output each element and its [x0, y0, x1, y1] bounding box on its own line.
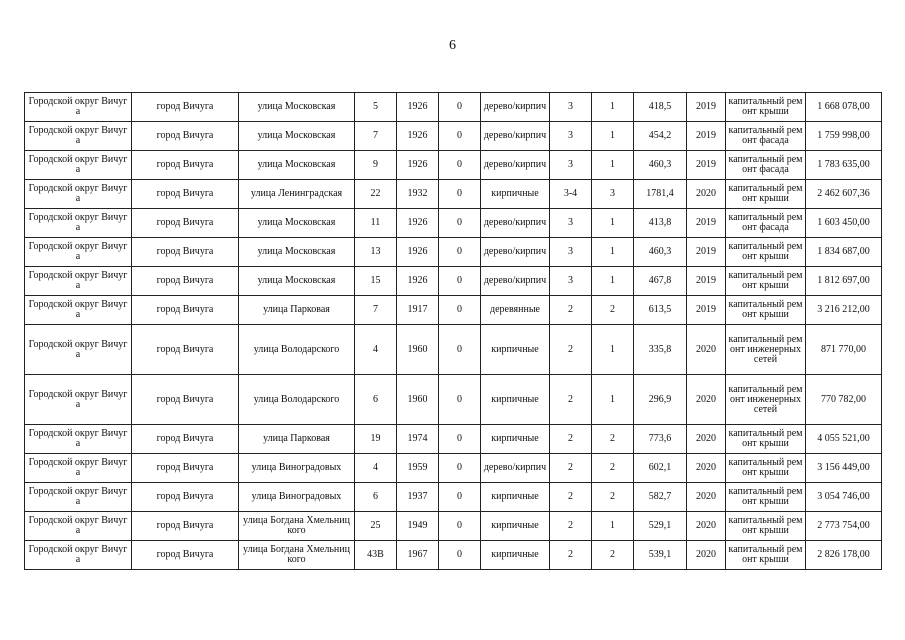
work-type-cell: капитальный ремонт крыши: [726, 454, 806, 483]
settlement-cell: город Вичуга: [132, 325, 239, 375]
floors-cell: 3: [550, 151, 592, 180]
repair-year-cell: 2020: [687, 541, 726, 570]
municipality-cell: Городской округ Вичуга: [25, 122, 132, 151]
zero-cell: 0: [439, 296, 481, 325]
house-number-cell: 4: [355, 325, 397, 375]
year-built-cell: 1926: [397, 238, 439, 267]
wall-material-cell: кирпичные: [481, 425, 550, 454]
municipality-cell: Городской округ Вичуга: [25, 209, 132, 238]
zero-cell: 0: [439, 122, 481, 151]
table-row: [25, 325, 882, 375]
floors-cell: 3: [550, 267, 592, 296]
cost-cell: 3 054 746,00: [806, 483, 882, 512]
house-number-cell: 19: [355, 425, 397, 454]
cost-cell: 770 782,00: [806, 375, 882, 425]
municipality-cell: Городской округ Вичуга: [25, 93, 132, 122]
year-built-cell: 1926: [397, 209, 439, 238]
wall-material-cell: кирпичные: [481, 180, 550, 209]
floors-cell: 2: [550, 454, 592, 483]
area-cell: 467,8: [634, 267, 687, 296]
page-number: 6: [449, 38, 456, 53]
floors-cell: 2: [550, 325, 592, 375]
area-cell: 602,1: [634, 454, 687, 483]
cost-cell: 1 783 635,00: [806, 151, 882, 180]
entrances-cell: 1: [592, 238, 634, 267]
municipality-cell: Городской округ Вичуга: [25, 454, 132, 483]
work-type-cell: капитальный ремонт инженерных сетей: [726, 375, 806, 425]
cost-cell: 1 668 078,00: [806, 93, 882, 122]
wall-material-cell: кирпичные: [481, 325, 550, 375]
zero-cell: 0: [439, 483, 481, 512]
street-cell: улица Парковая: [239, 425, 355, 454]
house-number-cell: 13: [355, 238, 397, 267]
wall-material-cell: дерево/кирпич: [481, 209, 550, 238]
municipality-cell: Городской округ Вичуга: [25, 296, 132, 325]
entrances-cell: 1: [592, 151, 634, 180]
settlement-cell: город Вичуга: [132, 122, 239, 151]
house-number-cell: 11: [355, 209, 397, 238]
table-row: [25, 209, 882, 238]
work-type-cell: капитальный ремонт крыши: [726, 483, 806, 512]
cost-cell: 2 462 607,36: [806, 180, 882, 209]
zero-cell: 0: [439, 238, 481, 267]
year-built-cell: 1967: [397, 541, 439, 570]
repair-year-cell: 2019: [687, 122, 726, 151]
repair-year-cell: 2020: [687, 180, 726, 209]
house-number-cell: 4: [355, 454, 397, 483]
settlement-cell: город Вичуга: [132, 267, 239, 296]
work-type-cell: капитальный ремонт крыши: [726, 425, 806, 454]
zero-cell: 0: [439, 512, 481, 541]
entrances-cell: 1: [592, 267, 634, 296]
floors-cell: 3: [550, 209, 592, 238]
settlement-cell: город Вичуга: [132, 425, 239, 454]
year-built-cell: 1974: [397, 425, 439, 454]
table-row: [25, 180, 882, 209]
street-cell: улица Московская: [239, 151, 355, 180]
cost-cell: 1 834 687,00: [806, 238, 882, 267]
work-type-cell: капитальный ремонт фасада: [726, 122, 806, 151]
repair-year-cell: 2020: [687, 512, 726, 541]
area-cell: 539,1: [634, 541, 687, 570]
floors-cell: 2: [550, 512, 592, 541]
municipality-cell: Городской округ Вичуга: [25, 180, 132, 209]
house-number-cell: 25: [355, 512, 397, 541]
zero-cell: 0: [439, 209, 481, 238]
table-row: [25, 93, 882, 122]
repair-year-cell: 2020: [687, 483, 726, 512]
settlement-cell: город Вичуга: [132, 454, 239, 483]
street-cell: улица Богдана Хмельницкого: [239, 541, 355, 570]
settlement-cell: город Вичуга: [132, 238, 239, 267]
settlement-cell: город Вичуга: [132, 151, 239, 180]
area-cell: 582,7: [634, 483, 687, 512]
settlement-cell: город Вичуга: [132, 296, 239, 325]
area-cell: 454,2: [634, 122, 687, 151]
repair-year-cell: 2019: [687, 151, 726, 180]
repair-year-cell: 2020: [687, 454, 726, 483]
settlement-cell: город Вичуга: [132, 209, 239, 238]
wall-material-cell: дерево/кирпич: [481, 93, 550, 122]
table-row: [25, 151, 882, 180]
street-cell: улица Виноградовых: [239, 454, 355, 483]
cost-cell: 3 216 212,00: [806, 296, 882, 325]
entrances-cell: 2: [592, 454, 634, 483]
wall-material-cell: дерево/кирпич: [481, 267, 550, 296]
street-cell: улица Московская: [239, 122, 355, 151]
zero-cell: 0: [439, 325, 481, 375]
settlement-cell: город Вичуга: [132, 180, 239, 209]
cost-cell: 1 603 450,00: [806, 209, 882, 238]
cost-cell: 3 156 449,00: [806, 454, 882, 483]
street-cell: улица Московская: [239, 93, 355, 122]
house-number-cell: 22: [355, 180, 397, 209]
repair-year-cell: 2019: [687, 93, 726, 122]
year-built-cell: 1917: [397, 296, 439, 325]
house-number-cell: 43В: [355, 541, 397, 570]
house-number-cell: 7: [355, 296, 397, 325]
year-built-cell: 1926: [397, 122, 439, 151]
zero-cell: 0: [439, 151, 481, 180]
settlement-cell: город Вичуга: [132, 375, 239, 425]
wall-material-cell: кирпичные: [481, 512, 550, 541]
zero-cell: 0: [439, 425, 481, 454]
year-built-cell: 1926: [397, 151, 439, 180]
entrances-cell: 1: [592, 209, 634, 238]
work-type-cell: капитальный ремонт крыши: [726, 267, 806, 296]
wall-material-cell: кирпичные: [481, 483, 550, 512]
street-cell: улица Парковая: [239, 296, 355, 325]
area-cell: 335,8: [634, 325, 687, 375]
floors-cell: 2: [550, 483, 592, 512]
work-type-cell: капитальный ремонт крыши: [726, 296, 806, 325]
street-cell: улица Володарского: [239, 325, 355, 375]
street-cell: улица Виноградовых: [239, 483, 355, 512]
house-number-cell: 7: [355, 122, 397, 151]
wall-material-cell: кирпичные: [481, 375, 550, 425]
work-type-cell: капитальный ремонт фасада: [726, 151, 806, 180]
street-cell: улица Московская: [239, 209, 355, 238]
entrances-cell: 2: [592, 541, 634, 570]
street-cell: улица Московская: [239, 238, 355, 267]
table-row: [25, 375, 882, 425]
wall-material-cell: кирпичные: [481, 541, 550, 570]
floors-cell: 2: [550, 425, 592, 454]
entrances-cell: 1: [592, 512, 634, 541]
year-built-cell: 1926: [397, 267, 439, 296]
municipality-cell: Городской округ Вичуга: [25, 267, 132, 296]
street-cell: улица Володарского: [239, 375, 355, 425]
year-built-cell: 1960: [397, 325, 439, 375]
municipality-cell: Городской округ Вичуга: [25, 375, 132, 425]
wall-material-cell: дерево/кирпич: [481, 122, 550, 151]
house-number-cell: 6: [355, 483, 397, 512]
year-built-cell: 1959: [397, 454, 439, 483]
house-number-cell: 9: [355, 151, 397, 180]
work-type-cell: капитальный ремонт крыши: [726, 93, 806, 122]
area-cell: 773,6: [634, 425, 687, 454]
table-row: [25, 425, 882, 454]
cost-cell: 1 759 998,00: [806, 122, 882, 151]
floors-cell: 3: [550, 93, 592, 122]
area-cell: 418,5: [634, 93, 687, 122]
wall-material-cell: дерево/кирпич: [481, 151, 550, 180]
cost-cell: 871 770,00: [806, 325, 882, 375]
repair-year-cell: 2020: [687, 375, 726, 425]
work-type-cell: капитальный ремонт крыши: [726, 238, 806, 267]
repair-year-cell: 2019: [687, 238, 726, 267]
table-row: [25, 267, 882, 296]
work-type-cell: капитальный ремонт крыши: [726, 512, 806, 541]
settlement-cell: город Вичуга: [132, 541, 239, 570]
municipality-cell: Городской округ Вичуга: [25, 238, 132, 267]
municipality-cell: Городской округ Вичуга: [25, 151, 132, 180]
repair-year-cell: 2019: [687, 296, 726, 325]
table-row: [25, 541, 882, 570]
cost-cell: 2 773 754,00: [806, 512, 882, 541]
house-number-cell: 6: [355, 375, 397, 425]
table-row: [25, 512, 882, 541]
cost-cell: 4 055 521,00: [806, 425, 882, 454]
wall-material-cell: дерево/кирпич: [481, 238, 550, 267]
work-type-cell: капитальный ремонт инженерных сетей: [726, 325, 806, 375]
settlement-cell: город Вичуга: [132, 93, 239, 122]
zero-cell: 0: [439, 454, 481, 483]
house-number-cell: 5: [355, 93, 397, 122]
zero-cell: 0: [439, 541, 481, 570]
floors-cell: 2: [550, 296, 592, 325]
municipality-cell: Городской округ Вичуга: [25, 541, 132, 570]
settlement-cell: город Вичуга: [132, 483, 239, 512]
table-row: [25, 238, 882, 267]
year-built-cell: 1932: [397, 180, 439, 209]
wall-material-cell: деревянные: [481, 296, 550, 325]
area-cell: 296,9: [634, 375, 687, 425]
floors-cell: 3: [550, 238, 592, 267]
entrances-cell: 1: [592, 122, 634, 151]
entrances-cell: 2: [592, 425, 634, 454]
zero-cell: 0: [439, 267, 481, 296]
year-built-cell: 1937: [397, 483, 439, 512]
entrances-cell: 2: [592, 483, 634, 512]
area-cell: 460,3: [634, 238, 687, 267]
area-cell: 413,8: [634, 209, 687, 238]
entrances-cell: 3: [592, 180, 634, 209]
work-type-cell: капитальный ремонт крыши: [726, 541, 806, 570]
entrances-cell: 1: [592, 325, 634, 375]
street-cell: улица Московская: [239, 267, 355, 296]
table-row: [25, 122, 882, 151]
municipality-cell: Городской округ Вичуга: [25, 483, 132, 512]
zero-cell: 0: [439, 180, 481, 209]
work-type-cell: капитальный ремонт крыши: [726, 180, 806, 209]
year-built-cell: 1960: [397, 375, 439, 425]
floors-cell: 3-4: [550, 180, 592, 209]
house-number-cell: 15: [355, 267, 397, 296]
table-row: [25, 483, 882, 512]
repair-year-cell: 2020: [687, 425, 726, 454]
area-cell: 529,1: [634, 512, 687, 541]
housing-repair-table: [24, 92, 882, 570]
repair-year-cell: 2019: [687, 209, 726, 238]
floors-cell: 2: [550, 541, 592, 570]
street-cell: улица Ленинградская: [239, 180, 355, 209]
municipality-cell: Городской округ Вичуга: [25, 325, 132, 375]
zero-cell: 0: [439, 93, 481, 122]
entrances-cell: 1: [592, 375, 634, 425]
entrances-cell: 2: [592, 296, 634, 325]
settlement-cell: город Вичуга: [132, 512, 239, 541]
table-row: [25, 296, 882, 325]
year-built-cell: 1949: [397, 512, 439, 541]
municipality-cell: Городской округ Вичуга: [25, 512, 132, 541]
table-row: [25, 454, 882, 483]
area-cell: 613,5: [634, 296, 687, 325]
cost-cell: 1 812 697,00: [806, 267, 882, 296]
repair-year-cell: 2020: [687, 325, 726, 375]
area-cell: 1781,4: [634, 180, 687, 209]
repair-year-cell: 2019: [687, 267, 726, 296]
floors-cell: 3: [550, 122, 592, 151]
year-built-cell: 1926: [397, 93, 439, 122]
municipality-cell: Городской округ Вичуга: [25, 425, 132, 454]
zero-cell: 0: [439, 375, 481, 425]
area-cell: 460,3: [634, 151, 687, 180]
entrances-cell: 1: [592, 93, 634, 122]
street-cell: улица Богдана Хмельницкого: [239, 512, 355, 541]
wall-material-cell: дерево/кирпич: [481, 454, 550, 483]
floors-cell: 2: [550, 375, 592, 425]
cost-cell: 2 826 178,00: [806, 541, 882, 570]
work-type-cell: капитальный ремонт фасада: [726, 209, 806, 238]
